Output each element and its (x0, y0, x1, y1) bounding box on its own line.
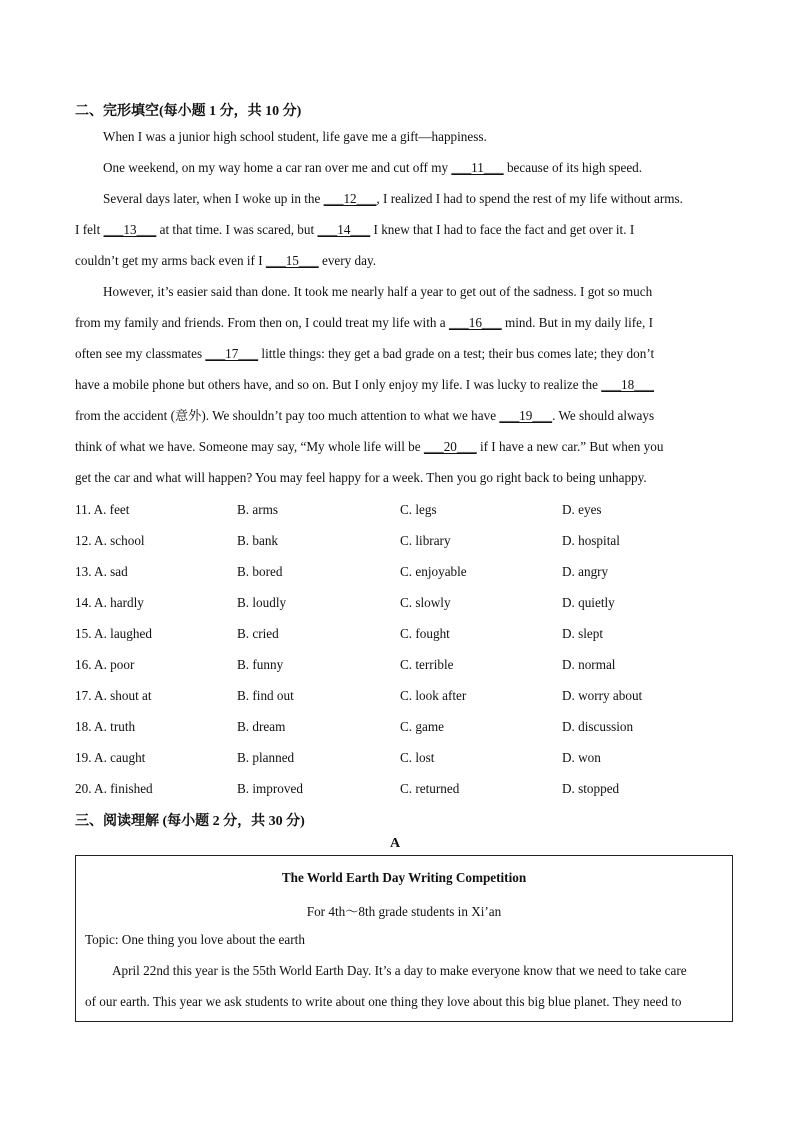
passage-text: from my family and friends. From then on, I could treat my life with a (75, 315, 449, 330)
option-16-c: C. terrible (400, 657, 454, 672)
box-text-line-1: April 22nd this year is the 55th World Earth Day. It’s a day to make everyone know that we need to take care (112, 963, 687, 978)
passage-paragraph-4-line-4 (75, 376, 654, 394)
passage-text: think of what we have. Someone may say, “My whole life will be (75, 439, 424, 454)
blank-14: ___14___ (317, 222, 371, 237)
option-11-d: D. eyes (562, 502, 602, 517)
option-11-b: B. arms (237, 502, 279, 517)
option-12-a: 12. A. school (75, 533, 145, 548)
blank-15: ___15___ (265, 253, 319, 268)
option-18-d: D. discussion (562, 719, 634, 734)
passage-paragraph-4-line-5 (75, 407, 654, 425)
passage-paragraph-4-line-6 (75, 438, 663, 456)
option-20-c: C. returned (400, 781, 460, 796)
competition-title: The World Earth Day Writing Competition (281, 870, 527, 885)
competition-subtitle: For 4th～8th grade students in Xi’an (306, 904, 502, 919)
option-19-d: D. won (562, 750, 601, 765)
passage-text: every day. (318, 253, 377, 268)
reading-part-label: A (390, 836, 401, 851)
passage-text: little things: they get a bad grade on a test; their bus comes late; they don’t (258, 346, 655, 361)
option-11-a: 11. A. feet (75, 502, 130, 517)
passage-paragraph-4-line-1: However, it’s easier said than done. It took me nearly half a year to get out of the sadness. I got so much (103, 284, 653, 299)
option-15-d: D. slept (562, 626, 604, 641)
option-12-c: C. library (400, 533, 451, 548)
passage-text: couldn’t get my arms back even if I (75, 253, 266, 268)
option-12-d: D. hospital (562, 533, 620, 548)
passage-text: often see my classmates (75, 346, 206, 361)
passage-text: , I realized I had to spend the rest of my life without arms. (376, 191, 683, 206)
option-15-b: B. cried (237, 626, 279, 641)
passage-paragraph-4-line-3 (75, 345, 654, 363)
option-14-b: B. loudly (237, 595, 287, 610)
passage-paragraph-4-line-2 (75, 314, 653, 332)
option-19-a: 19. A. caught (75, 750, 146, 765)
option-18-b: B. dream (237, 719, 286, 734)
option-13-b: B. bored (237, 564, 283, 579)
passage-paragraph-1: When I was a junior high school student, life gave me a gift—happiness. (103, 129, 487, 144)
passage-text: at that time. I was scared, but (156, 222, 318, 237)
option-17-c: C. look after (400, 688, 467, 703)
reading-passage-box (75, 855, 733, 1022)
passage-text: Several days later, when I woke up in the (103, 191, 324, 206)
option-13-d: D. angry (562, 564, 609, 579)
passage-text: because of its high speed. (503, 160, 643, 175)
option-18-a: 18. A. truth (75, 719, 136, 734)
passage-paragraph-3-line-1 (103, 190, 683, 208)
passage-paragraph-3-line-2 (75, 221, 634, 239)
option-17-b: B. find out (237, 688, 294, 703)
blank-18: ___18___ (601, 377, 655, 392)
blank-12: ___12___ (323, 191, 377, 206)
option-17-a: 17. A. shout at (75, 688, 152, 703)
option-20-d: D. stopped (562, 781, 620, 796)
section-3-title: 三、阅读理解 (每小题 2 分，共 30 分) (75, 814, 305, 829)
blank-20: ___20___ (423, 439, 477, 454)
option-19-b: B. planned (237, 750, 295, 765)
blank-13: ___13___ (103, 222, 157, 237)
blank-19: ___19___ (499, 408, 553, 423)
box-text-line-2: of our earth. This year we ask students to write about one thing they love about this big blue planet. They need to (85, 994, 682, 1009)
option-20-b: B. improved (237, 781, 303, 796)
passage-text: One weekend, on my way home a car ran over me and cut off my (103, 160, 452, 175)
blank-17: ___17___ (205, 346, 259, 361)
option-12-b: B. bank (237, 533, 279, 548)
passage-paragraph-3-line-3 (75, 252, 376, 270)
option-15-a: 15. A. laughed (75, 626, 152, 641)
passage-text: I knew that I had to face the fact and get over it. I (370, 222, 635, 237)
option-13-a: 13. A. sad (75, 564, 128, 579)
option-20-a: 20. A. finished (75, 781, 153, 796)
blank-16: ___16___ (448, 315, 502, 330)
option-14-c: C. slowly (400, 595, 451, 610)
option-13-c: C. enjoyable (400, 564, 467, 579)
passage-text: . We should always (552, 408, 655, 423)
passage-text: from the accident (意外). We shouldn’t pay too much attention to what we have (75, 408, 500, 423)
passage-paragraph-4-line-7: get the car and what will happen? You may feel happy for a week. Then you go right back to being unhappy. (75, 470, 647, 485)
option-16-a: 16. A. poor (75, 657, 135, 672)
section-2-title: 二、完形填空(每小题 1 分，共 10 分) (75, 104, 302, 119)
blank-11: ___11___ (451, 160, 504, 175)
option-17-d: D. worry about (562, 688, 643, 703)
passage-text: if I have a new car.” But when you (476, 439, 664, 454)
competition-topic: Topic: One thing you love about the earth (85, 932, 305, 947)
option-16-b: B. funny (237, 657, 284, 672)
option-11-c: C. legs (400, 502, 437, 517)
option-19-c: C. lost (400, 750, 435, 765)
option-14-a: 14. A. hardly (75, 595, 144, 610)
option-15-c: C. fought (400, 626, 450, 641)
passage-text: mind. But in my daily life, I (501, 315, 653, 330)
passage-paragraph-2 (103, 159, 642, 177)
passage-text: I felt (75, 222, 104, 237)
option-14-d: D. quietly (562, 595, 615, 610)
option-18-c: C. game (400, 719, 444, 734)
passage-text: have a mobile phone but others have, and so on. But I only enjoy my life. I was lucky to realize the (75, 377, 602, 392)
option-16-d: D. normal (562, 657, 616, 672)
